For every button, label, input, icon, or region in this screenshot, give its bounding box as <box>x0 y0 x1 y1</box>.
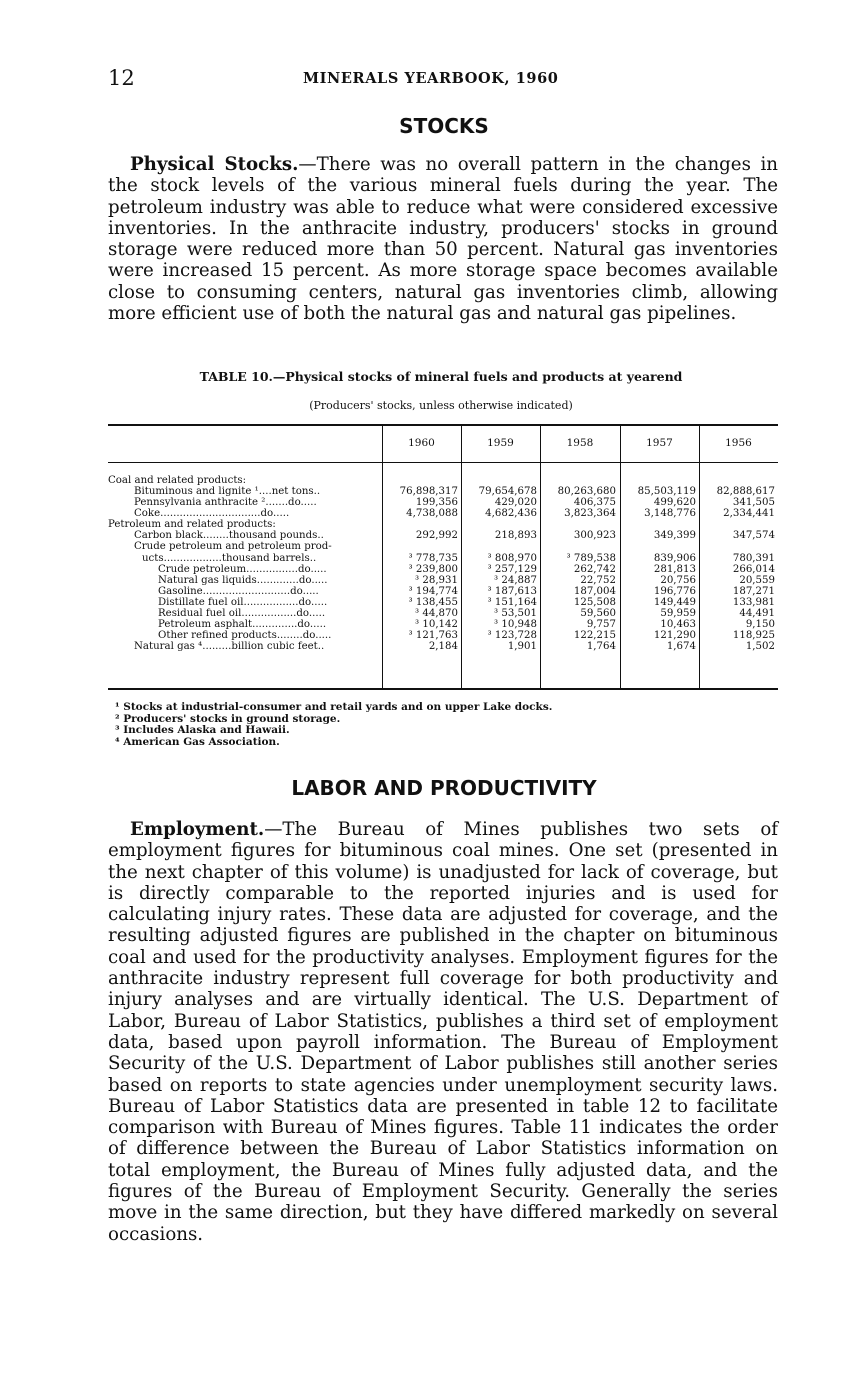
table-cell: 9,757 <box>586 619 616 630</box>
table-bottom-rule <box>108 688 778 690</box>
table-cell: 347,574 <box>732 530 775 541</box>
column-header: 1958 <box>566 437 594 449</box>
table-cell: 292,992 <box>415 530 458 541</box>
table-cell: ³ 121,763 <box>408 630 458 641</box>
table-cell: ³ 789,538 <box>566 553 616 564</box>
page-number: 12 <box>108 66 135 90</box>
table-cell: 300,923 <box>573 530 616 541</box>
table-cell: 1,502 <box>745 641 775 652</box>
table-cell: 262,742 <box>573 564 616 575</box>
table-cell: 3,148,776 <box>644 508 696 519</box>
table-cell: 341,505 <box>732 497 775 508</box>
table-cell: 79,654,678 <box>478 486 537 497</box>
table-cell: 187,271 <box>732 586 775 597</box>
table-cell: 82,888,617 <box>716 486 775 497</box>
row-label: Residual fuel oil.................do..... <box>158 608 326 619</box>
table-cell: ³ 53,501 <box>494 608 537 619</box>
table-cell: 499,620 <box>653 497 696 508</box>
column-header: 1956 <box>725 437 752 449</box>
table-cell: 122,215 <box>573 630 616 641</box>
table-cell: 218,893 <box>494 530 537 541</box>
table-row <box>108 541 778 552</box>
table-cell: 9,150 <box>745 619 775 630</box>
table-row <box>108 475 778 486</box>
column-header: 1957 <box>646 437 673 449</box>
table-cell: 780,391 <box>732 553 775 564</box>
table-cell: 839,906 <box>653 553 696 564</box>
table-cell: 196,776 <box>653 586 696 597</box>
column-header: 1959 <box>487 437 514 449</box>
table-row <box>108 553 778 564</box>
table-row <box>108 497 778 508</box>
table-cell: 59,959 <box>660 608 696 619</box>
employment-text: —The Bureau of Mines publishes two sets of employment figures for bituminous coal mines. One set (presented in the next chapter of this volume) is unadjusted for lack of coverage, but is directly comparable to the reported injuries and is used for calculating injury rates. These data are adjusted for coverage, and the resulting adjusted figures are published in the chapter on bituminous coal and used for the productivity analyses. Employment figures for the anthracite industry represent full coverage for both productivity and injury analyses and are virtually identical. The U.S. Department of Labor, Bureau of Labor Statistics, publishes a third set of employment data, based upon payroll information. The Bureau of Employment Security of the U.S. Department of Labor publishes still another series based on reports to state agencies under unemployment security laws. Bureau of Labor Statistics data are presented in table 12 to facilitate comparison with Bureau of Mines figures. Table 11 indicates the order of difference between the Bureau of Labor Statistics information on total employment, the Bureau of Mines fully adjusted data, and the figures of the Bureau of Employment Security. Generally the series move in the same direction, but they have differed markedly on several occasions. <box>108 819 778 1245</box>
row-label: Distillate fuel oil.................do..... <box>158 597 328 608</box>
table-cell: ³ 44,870 <box>415 608 458 619</box>
row-label: Pennsylvania anthracite ².......do..... <box>134 497 317 508</box>
table-cell: 22,752 <box>580 575 616 586</box>
table-cell: 121,290 <box>653 630 696 641</box>
section-heading-labor: LABOR AND PRODUCTIVITY <box>291 776 597 800</box>
table-cell: ³ 257,129 <box>487 564 537 575</box>
stocks-paragraph <box>108 154 778 324</box>
table-cell: 118,925 <box>732 630 775 641</box>
employment-paragraph <box>108 819 778 1245</box>
table-cell: ³ 24,887 <box>494 575 537 586</box>
row-label: Crude petroleum................do..... <box>158 564 327 575</box>
row-label: Carbon black........thousand pounds.. <box>134 530 324 541</box>
column-header: 1960 <box>408 437 435 449</box>
table-cell: ³ 28,931 <box>415 575 458 586</box>
table-top-rule <box>108 424 778 426</box>
row-label: Petroleum asphalt..............do..... <box>158 619 327 630</box>
stocks-table <box>108 424 778 690</box>
table-cell: 1,901 <box>507 641 537 652</box>
row-label: Coke...............................do..... <box>134 508 290 519</box>
table-cell: 199,356 <box>415 497 458 508</box>
table-cell: 281,813 <box>653 564 696 575</box>
table-cell: 429,020 <box>494 497 537 508</box>
table-cell: 59,560 <box>580 608 616 619</box>
row-label: Gasoline...........................do..... <box>158 586 319 597</box>
table-cell: 133,981 <box>732 597 775 608</box>
footnote: ⁴ American Gas Association. <box>115 735 280 748</box>
row-label: Petroleum and related products: <box>108 519 276 530</box>
table-subcaption: (Producers' stocks, unless otherwise indicated) <box>309 399 573 412</box>
table-cell: 266,014 <box>732 564 775 575</box>
employment-lead: Employment. <box>130 819 265 840</box>
table-cell: 1,764 <box>586 641 616 652</box>
table-row <box>108 530 778 541</box>
row-label: Natural gas ⁴.........billion cubic feet.. <box>134 641 325 652</box>
table-cell: ³ 10,142 <box>415 619 458 630</box>
table-row <box>108 597 778 608</box>
table-cell: 406,375 <box>573 497 616 508</box>
table-footnotes <box>115 702 552 748</box>
stocks-text: —There was no overall pattern in the changes in the stock levels of the various mineral fuels during the year. The petroleum industry was able to reduce what were considered excessive inventories. In the anthracite industry, producers' stocks in ground storage were reduced more than 50 percent. Natural gas inventories were increased 15 percent. As more storage space becomes available close to consuming centers, natural gas inventories climb, allowing more efficient use of both the natural gas and natural gas pipelines. <box>108 154 778 325</box>
table-cell: ³ 151,164 <box>487 597 537 608</box>
table-cell: 125,508 <box>573 597 616 608</box>
row-label: Other refined products........do..... <box>158 630 332 641</box>
row-label: Coal and related products: <box>108 475 247 486</box>
table-cell: ³ 808,970 <box>487 553 537 564</box>
table-cell: ³ 778,735 <box>408 553 458 564</box>
table-cell: 2,334,441 <box>723 508 775 519</box>
table-cell: 1,674 <box>666 641 696 652</box>
table-cell: 76,898,317 <box>399 486 458 497</box>
row-label: Natural gas liquids.............do..... <box>158 575 328 586</box>
table-cell: ³ 10,948 <box>494 619 537 630</box>
table-cell: ³ 194,774 <box>408 586 458 597</box>
table-row <box>108 575 778 586</box>
table-cell: 10,463 <box>660 619 696 630</box>
table-cell: 4,682,436 <box>485 508 537 519</box>
table-row <box>108 564 778 575</box>
table-header-rule <box>108 462 778 463</box>
section-heading-stocks: STOCKS <box>399 114 489 138</box>
table-cell: 2,184 <box>428 641 458 652</box>
table-row <box>108 519 778 530</box>
stocks-lead: Physical Stocks. <box>130 154 299 175</box>
table-cell: 80,263,680 <box>557 486 616 497</box>
row-label: Crude petroleum and petroleum prod- <box>134 541 332 552</box>
table-cell: 20,559 <box>739 575 775 586</box>
running-head <box>108 66 778 92</box>
running-title: MINERALS YEARBOOK, 1960 <box>303 70 559 87</box>
table-row <box>108 619 778 630</box>
table-cell: ³ 123,728 <box>487 630 537 641</box>
table-row <box>108 508 778 519</box>
table-cell: ³ 187,613 <box>487 586 537 597</box>
row-label: ucts..................thousand barrels.. <box>142 553 317 564</box>
table-row <box>108 586 778 597</box>
table-cell: 349,399 <box>653 530 696 541</box>
table-cell: 3,823,364 <box>564 508 616 519</box>
table-caption: TABLE 10.—Physical stocks of mineral fuels and products at yearend <box>199 369 683 384</box>
row-label: Bituminous and lignite ¹....net tons.. <box>134 486 321 497</box>
table-cell: 20,756 <box>660 575 696 586</box>
table-cell: ³ 239,800 <box>408 564 458 575</box>
table-row <box>108 641 778 652</box>
table-row <box>108 486 778 497</box>
footnote: ³ Includes Alaska and Hawaii. <box>115 724 290 737</box>
table-cell: ³ 138,455 <box>408 597 458 608</box>
table-row <box>108 608 778 619</box>
footnote: ¹ Stocks at industrial-consumer and retail yards and on upper Lake docks. <box>115 701 553 713</box>
table-cell: 187,004 <box>573 586 616 597</box>
table-cell: 44,491 <box>739 608 775 619</box>
table-cell: 4,738,088 <box>406 508 458 519</box>
table-row <box>108 630 778 641</box>
table-cell: 149,449 <box>653 597 696 608</box>
table-cell: 85,503,119 <box>637 486 696 497</box>
footnote: ² Producers' stocks in ground storage. <box>115 712 341 725</box>
